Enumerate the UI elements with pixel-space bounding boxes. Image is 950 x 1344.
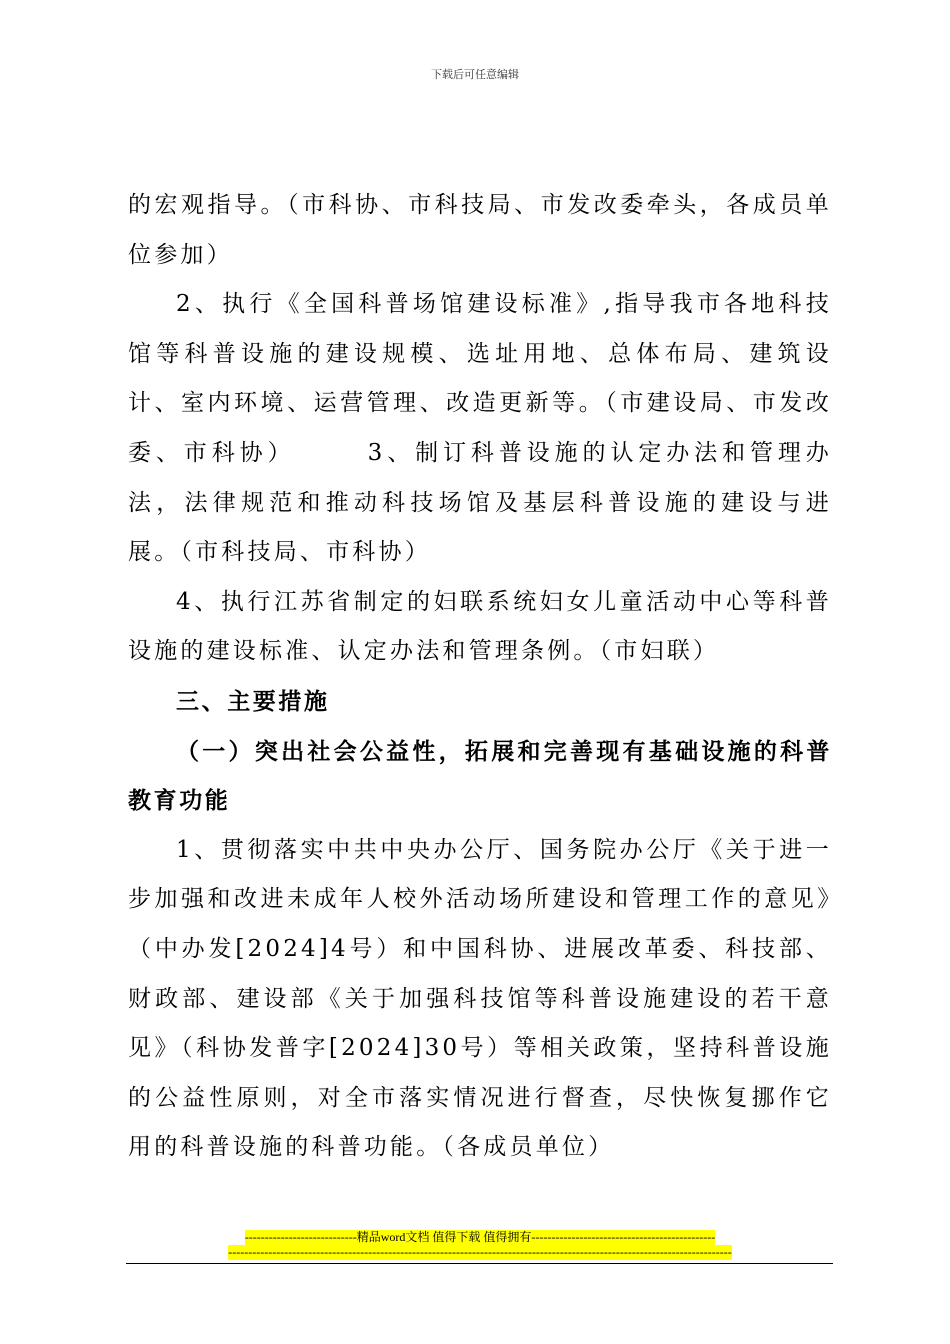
paragraph-3: 4、执行江苏省制定的妇联系统妇女儿童活动中心等科普设施的建设标准、认定办法和管理条例。（市妇联） (128, 588, 832, 665)
section-heading: 三、主要措施 (176, 687, 330, 715)
paragraph-4: 1、贯彻落实中共中央办公厅、国务院办公厅《关于进一步加强和改进未成年人校外活动场所建设和管理工作的意见》（中办发[2024]4号）和中国科协、进展改革委、科技部、财政部、建设部《关于加强科技馆等科普设施建设的若干意见》（科协发普字[2024]30号）等相关政策，坚持科普设施的公益性原则，对全市落实情况进行督查，尽快恢复挪作它用的科普设施的科普功能。（各成员单位） (128, 836, 832, 1161)
subsection-heading: （一）突出社会公益性，拓展和完善现有基础设施的科普教育功能 (128, 737, 832, 815)
page-header-note: 下载后可任意编辑 (431, 68, 519, 81)
paragraph-2: 2、执行《全国科普场馆建设标准》,指导我市各地科技馆等科普设施的建设规模、选址用地、总体布局、建筑设计、室内环境、运营管理、改造更新等。（市建设局、市发改委、市科协） 3、制订科普设施的认定办法和管理办法，法律规范和推动科技场馆及基层科普设施的建设与进展。（市科技局、市科协） (128, 291, 832, 566)
document-body (128, 181, 832, 1173)
paragraph-1: 的宏观指导。（市科协、市科技局、市发改委牵头，各成员单位参加） (128, 192, 832, 268)
footer-divider (126, 1263, 833, 1264)
footer-line-1: ----------------------------精品word文档 值得下载 值得拥有---------------------------------------------- (244, 1230, 716, 1244)
footer-line-2: ------------------------------------------------------------------------------------------------------------------------------ (228, 1245, 732, 1259)
